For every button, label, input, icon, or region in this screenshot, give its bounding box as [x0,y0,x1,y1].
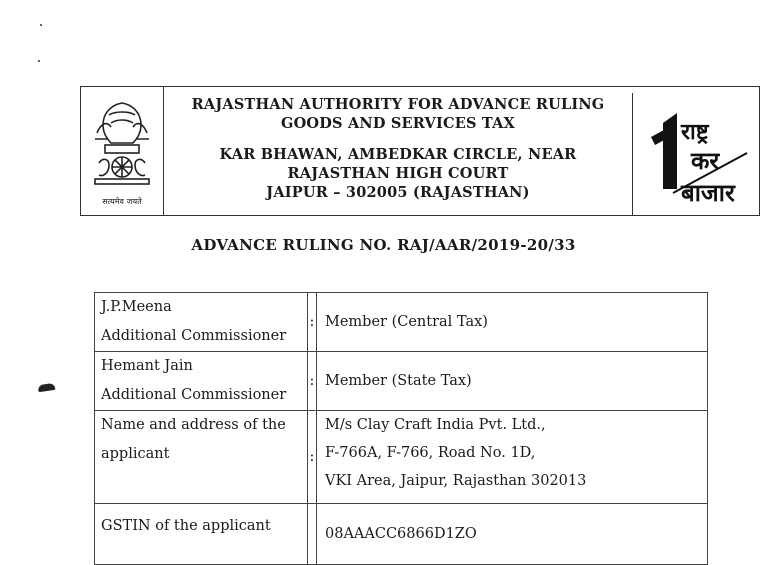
letterhead [80,86,760,216]
row-value [317,293,708,352]
address-line-2: RAJASTHAN HIGH COURT [287,165,509,182]
rashtra-kar-bazar-logo-icon [633,93,759,209]
row-label [95,293,308,352]
row-label [95,504,308,565]
row-label-line: Additional Commissioner [101,328,287,344]
address-line-1: KAR BHAWAN, AMBEDKAR CIRCLE, NEAR [219,146,577,163]
row-label-line: Name and address of the [101,417,286,433]
table-row [95,352,708,411]
scan-speck [38,60,40,62]
row-value [317,411,708,504]
scan-speck [40,24,42,26]
row-separator: : [308,411,317,504]
logo-text-1: राष्ट्र [681,120,709,145]
row-label [95,411,308,504]
row-value-line: Member (Central Tax) [325,314,488,330]
emblem-cell [81,87,164,215]
table-row [95,411,708,504]
address-line-3: JAIPUR – 302005 (RAJASTHAN) [266,184,530,201]
table-row [95,293,708,352]
row-separator: : [308,352,317,411]
row-value-line: VKI Area, Jaipur, Rajasthan 302013 [325,473,587,489]
row-separator [308,504,317,565]
row-value-line: Member (State Tax) [325,373,472,389]
row-separator: : [308,293,317,352]
scan-mark [38,383,56,392]
authority-name: RAJASTHAN AUTHORITY FOR ADVANCE RULING [191,96,605,113]
row-label-line: Hemant Jain [101,358,193,374]
row-label [95,352,308,411]
row-label-line: Additional Commissioner [101,387,287,403]
ashoka-emblem-icon [81,93,163,203]
authority-subtitle: GOODS AND SERVICES TAX [281,115,515,132]
row-label-line: applicant [101,446,170,462]
ruling-number-heading: ADVANCE RULING NO. RAJ/AAR/2019-20/33 [191,236,576,254]
row-label-line: J.P.Meena [101,299,172,315]
row-value-line: F-766A, F-766, Road No. 1D, [325,445,536,461]
row-label-line: GSTIN of the applicant [101,518,271,534]
row-value-line: M/s Clay Craft India Pvt. Ltd., [325,417,546,433]
row-value [317,504,708,565]
row-value-line: 08AAACC6866D1ZO [325,526,477,542]
table-row [95,504,708,565]
row-value [317,352,708,411]
emblem-caption: सत्यमेव जयते [102,197,142,206]
ruling-details-table [94,292,708,565]
logo-cell [632,93,759,215]
authority-heading [163,87,633,202]
logo-text-3: बाजार [681,179,735,207]
logo-text-2: कर [691,147,720,175]
